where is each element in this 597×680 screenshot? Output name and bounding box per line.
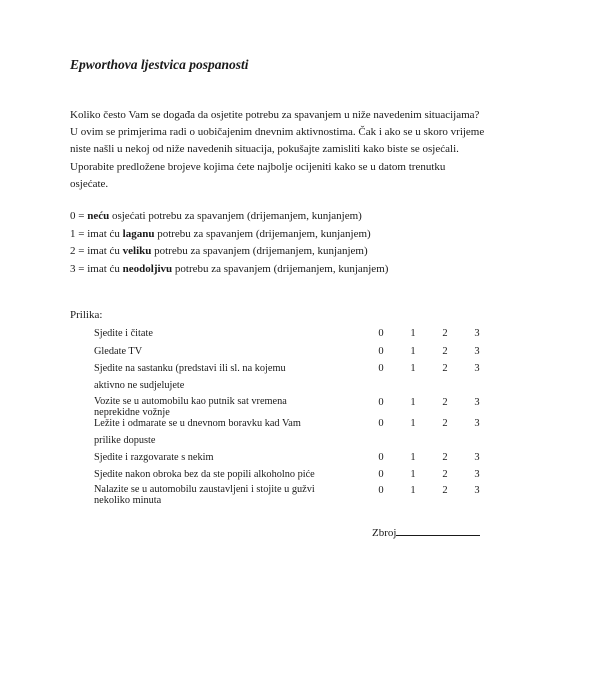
score-option-3[interactable]: 3 (474, 363, 480, 374)
situation-line: Sjedite i razgovarate s nekim (94, 452, 214, 463)
situation-line: Sjedite na sastanku (predstavi ili sl. na kojemu (94, 363, 286, 374)
score-option-1[interactable]: 1 (410, 397, 416, 408)
situation-text (94, 484, 374, 506)
score-option-2[interactable]: 2 (442, 346, 448, 357)
total-label: Zbroj (372, 527, 397, 539)
scale-item-0: 0 = neću osjećati potrebu za spavanjem (drijemanjem, kunjanjem) (70, 210, 362, 222)
score-option-3[interactable]: 3 (474, 485, 480, 496)
situation-line: Nalazite se u automobilu zaustavljeni i stojite u gužvi (94, 484, 315, 495)
score-option-3[interactable]: 3 (474, 418, 480, 429)
score-option-3[interactable]: 3 (474, 328, 480, 339)
document-title: Epworthova ljestvica pospanosti (70, 57, 249, 72)
score-option-2[interactable]: 2 (442, 363, 448, 374)
score-option-1[interactable]: 1 (410, 452, 416, 463)
total-field[interactable] (372, 524, 480, 539)
score-option-0[interactable]: 0 (378, 328, 384, 339)
situation-text (94, 396, 374, 418)
situation-line: nekoliko minuta (94, 495, 162, 506)
score-option-1[interactable]: 1 (410, 363, 416, 374)
situation-text (94, 327, 374, 341)
score-option-1[interactable]: 1 (410, 328, 416, 339)
situation-line: Sjedite i čitate (94, 328, 153, 339)
score-option-1[interactable]: 1 (410, 346, 416, 357)
scale-item-2: 2 = imat ću veliku potrebu za spavanjem (drijemanjem, kunjanjem) (70, 245, 368, 258)
score-option-1[interactable]: 1 (410, 469, 416, 480)
situation-line: aktivno ne sudjelujete (94, 380, 185, 391)
situation-line: Sjedite nakon obroka bez da ste popili alkoholno piće (94, 469, 315, 480)
situation-text (94, 345, 374, 359)
total-blank-line[interactable] (396, 524, 480, 536)
score-option-2[interactable]: 2 (442, 418, 448, 429)
score-option-0[interactable]: 0 (378, 418, 384, 429)
situation-line: Ležite i odmarate se u dnevnom boravku kad Vam (94, 418, 301, 429)
rating-scale (70, 208, 388, 278)
score-option-2[interactable]: 2 (442, 485, 448, 496)
score-option-0[interactable]: 0 (378, 346, 384, 357)
situation-line: neprekidne vožnje (94, 407, 170, 418)
score-option-3[interactable]: 3 (474, 397, 480, 408)
situation-text (94, 417, 374, 448)
situation-line: Vozite se u automobilu kao putnik sat vremena (94, 396, 287, 407)
scale-item-3: 3 = imat ću neodoljivu potrebu za spavanjem (drijemanjem, kunjanjem) (70, 262, 389, 275)
situation-line: Gledate TV (94, 346, 143, 357)
situation-text (94, 362, 374, 393)
intro-line: Uporabite predložene brojeve kojima ćete najbolje ocijeniti kako se u datom trenutku (70, 160, 446, 173)
intro-line: niste našli u nekoj od niže navedenih situacija, pokušajte zamisliti kako biste se osjećali. (70, 143, 459, 156)
situation-line: prilike dopuste (94, 435, 156, 446)
scale-item-1: 1 = imat ću laganu potrebu za spavanjem (drijemanjem, kunjanjem) (70, 227, 371, 240)
score-option-0[interactable]: 0 (378, 485, 384, 496)
situation-text (94, 451, 374, 465)
score-option-0[interactable]: 0 (378, 397, 384, 408)
score-option-2[interactable]: 2 (442, 452, 448, 463)
score-option-3[interactable]: 3 (474, 346, 480, 357)
score-option-1[interactable]: 1 (410, 485, 416, 496)
intro-line: U ovim se primjerima radi o uobičajenim dnevnim aktivnostima. Čak i ako se u skoro vrijeme (70, 126, 485, 139)
score-option-0[interactable]: 0 (378, 363, 384, 374)
intro-line: osjećate. (70, 177, 109, 190)
score-option-3[interactable]: 3 (474, 469, 480, 480)
score-option-3[interactable]: 3 (474, 452, 480, 463)
situation-text (94, 468, 374, 482)
situations-heading: Prilika: (70, 309, 103, 321)
score-option-2[interactable]: 2 (442, 469, 448, 480)
intro-line: Koliko često Vam se događa da osjetite potrebu za spavanjem u niže navedenim situacijama? (70, 109, 480, 121)
intro-paragraph (70, 107, 550, 193)
score-option-0[interactable]: 0 (378, 452, 384, 463)
score-option-2[interactable]: 2 (442, 328, 448, 339)
score-option-2[interactable]: 2 (442, 397, 448, 408)
score-option-1[interactable]: 1 (410, 418, 416, 429)
score-option-0[interactable]: 0 (378, 469, 384, 480)
